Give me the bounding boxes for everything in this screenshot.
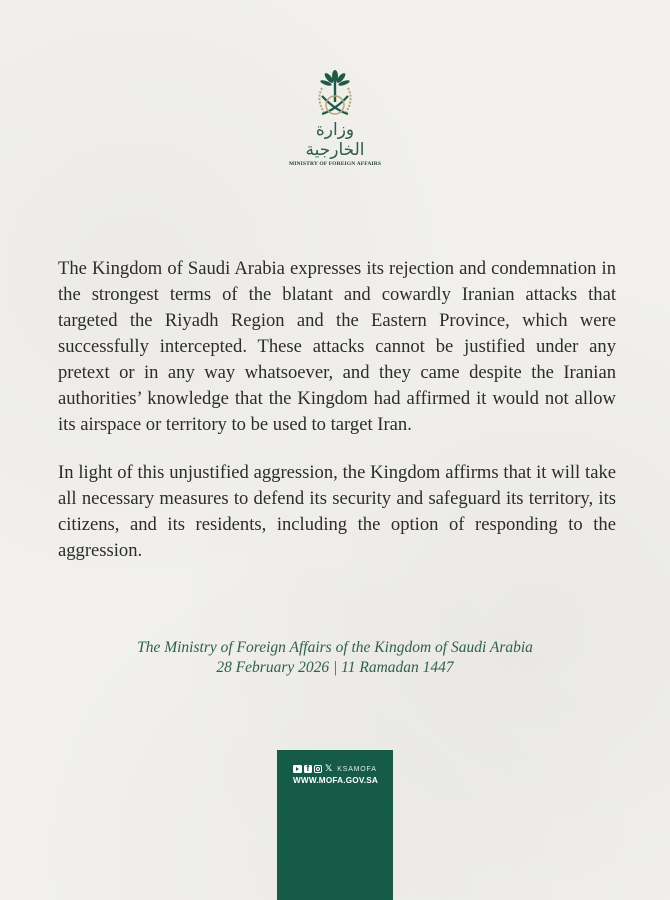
footer-contact-box	[277, 750, 393, 900]
statement-body	[58, 256, 616, 586]
arabic-ministry-name: وزارة الخارجية	[305, 120, 365, 160]
website-link[interactable]: WWW.MOFA.GOV.SA	[293, 776, 379, 785]
social-links	[293, 765, 377, 773]
signature-date: 28 February 2026 | 11 Ramadan 1447	[216, 659, 454, 676]
statement-paragraph: In light of this unjustified aggression, the Kingdom affirms that it will take all necessary measures to defend its security and safeguard its territory, its citizens, and its residents, including the option of responding to the aggression.	[58, 462, 616, 561]
saudi-emblem-icon	[312, 68, 358, 120]
social-handle: KSAMOFA	[337, 765, 377, 773]
english-ministry-name: MINISTRY OF FOREIGN AFFAIRS	[288, 161, 382, 167]
youtube-icon[interactable]	[293, 765, 302, 773]
instagram-icon[interactable]	[314, 765, 322, 773]
facebook-icon[interactable]	[304, 765, 312, 773]
x-icon[interactable]: 𝕏	[325, 764, 333, 774]
ministry-logo	[285, 68, 385, 168]
statement-paragraph: The Kingdom of Saudi Arabia expresses its rejection and condemnation in the strongest terms of the blatant and cowardly Iranian attacks that targeted the Riyadh Region and the Eastern Province, which were successfully intercepted. These attacks cannot be justified under any pretext or in any way whatsoever, and they came despite the Iranian authorities’ knowledge that the Kingdom had affirmed it would not allow its airspace or territory to be used to target Iran.	[58, 258, 616, 435]
signature-issuer: The Ministry of Foreign Affairs of the Kingdom of Saudi Arabia	[137, 639, 533, 656]
signature-block	[0, 638, 670, 678]
